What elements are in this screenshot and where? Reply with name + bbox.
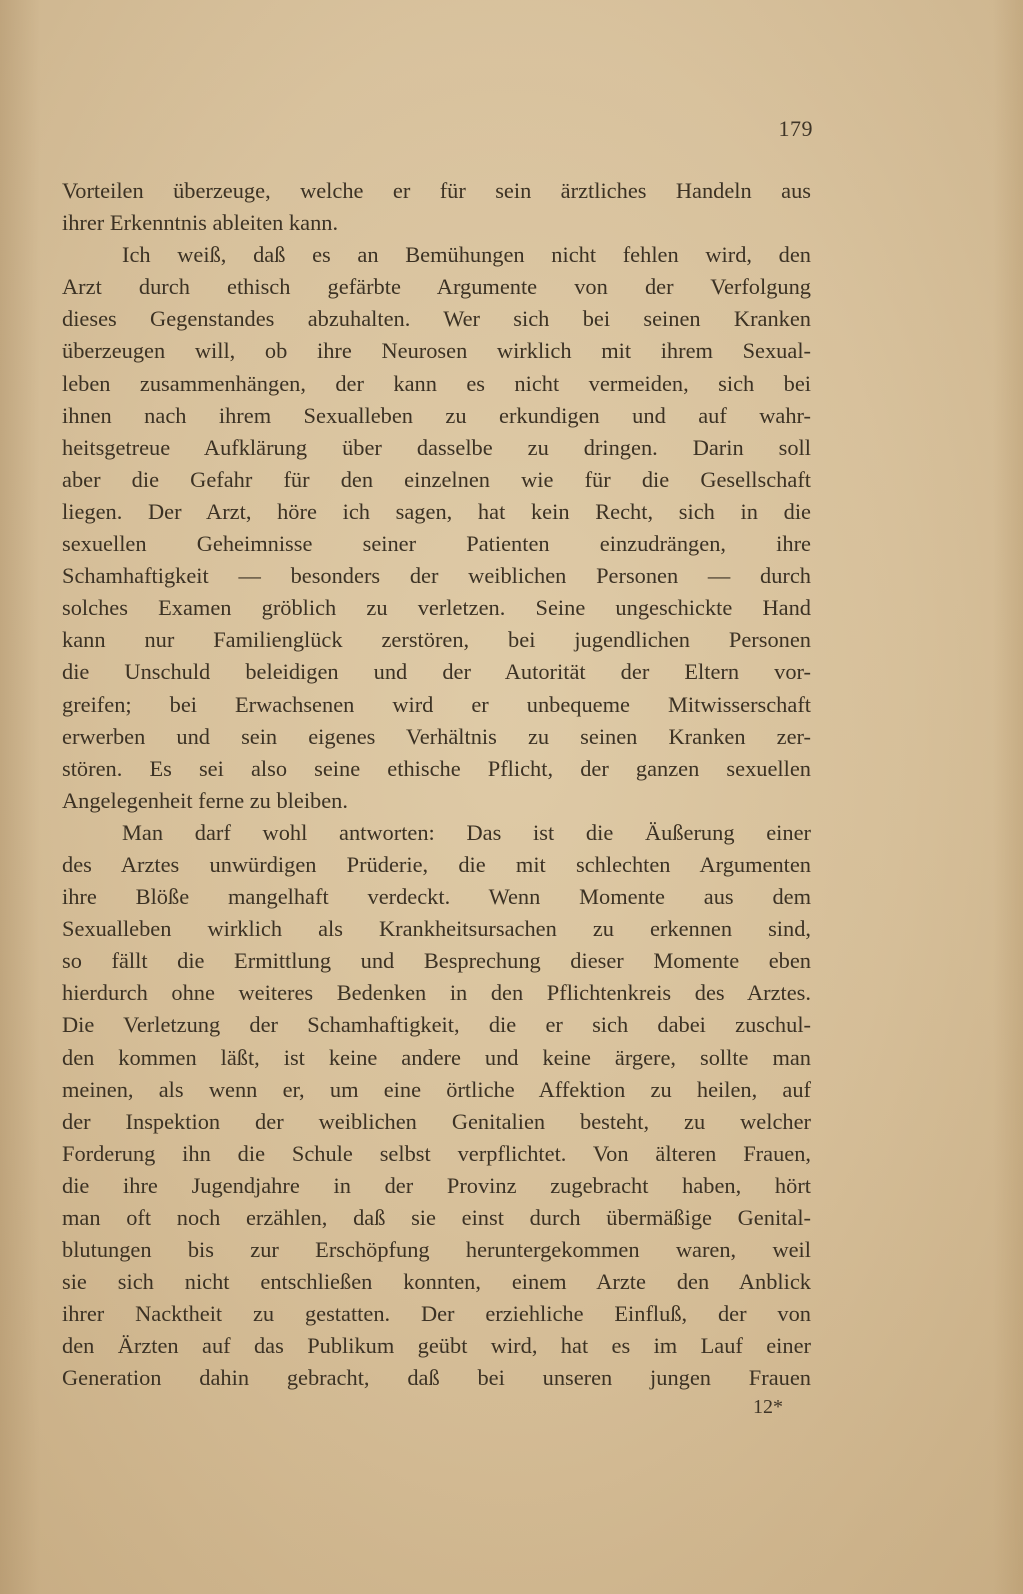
text-line: ihrer Erkenntnis ableiten kann. xyxy=(62,210,339,236)
text-line: so fällt die Ermittlung und Besprechung dieser Momente eben xyxy=(62,948,811,974)
text-line: Die Verletzung der Schamhaftigkeit, die er sich dabei zuschul- xyxy=(62,1012,811,1038)
text-line: Arzt durch ethisch gefärbte Argumente von der Verfolgung xyxy=(62,274,811,300)
text-line: ihre Blöße mangelhaft verdeckt. Wenn Momente aus dem xyxy=(62,884,811,910)
text-line: leben zusammenhängen, der kann es nicht vermeiden, sich bei xyxy=(62,370,811,396)
text-line: hierdurch ohne weiteres Bedenken in den Pflichtenkreis des Arztes. xyxy=(62,980,811,1006)
text-line: ihrer Nacktheit zu gestatten. Der erziehliche Einfluß, der von xyxy=(62,1301,811,1327)
text-line: sexuellen Geheimnisse seiner Patienten einzudrängen, ihre xyxy=(62,531,811,557)
text-line: ihnen nach ihrem Sexualleben zu erkundigen und auf wahr- xyxy=(62,402,811,428)
text-line: kann nur Familienglück zerstören, bei jugendlichen Personen xyxy=(62,627,811,653)
text-line: liegen. Der Arzt, höre ich sagen, hat kein Recht, sich in die xyxy=(62,498,811,524)
text-line: der Inspektion der weiblichen Genitalien besteht, zu welcher xyxy=(62,1108,811,1134)
text-line: solches Examen gröblich zu verletzen. Seine ungeschickte Hand xyxy=(62,595,811,621)
text-line: meinen, als wenn er, um eine örtliche Affektion zu heilen, auf xyxy=(62,1076,811,1102)
text-line: erwerben und sein eigenes Verhältnis zu seinen Kranken zer- xyxy=(62,723,811,749)
text-line: Sexualleben wirklich als Krankheitsursachen zu erkennen sind, xyxy=(62,916,811,942)
text-line: aber die Gefahr für den einzelnen wie für die Gesellschaft xyxy=(62,466,811,492)
text-line: überzeugen will, ob ihre Neurosen wirklich mit ihrem Sexual- xyxy=(62,338,811,364)
text-line: greifen; bei Erwachsenen wird er unbequeme Mitwisserschaft xyxy=(62,691,811,717)
page-number: 179 xyxy=(778,116,813,141)
text-line: die Unschuld beleidigen und der Autorität der Eltern vor- xyxy=(62,659,811,685)
text-line: dieses Gegenstandes abzuhalten. Wer sich bei seinen Kranken xyxy=(62,306,811,332)
text-line: stören. Es sei also seine ethische Pflicht, der ganzen sexuellen xyxy=(62,755,811,781)
text-line: Forderung ihn die Schule selbst verpflichtet. Von älteren Frauen, xyxy=(62,1140,811,1166)
text-line: Man darf wohl antworten: Das ist die Äußerung einer xyxy=(122,819,811,845)
text-line: des Arztes unwürdigen Prüderie, die mit schlechten Argumenten xyxy=(62,851,811,877)
text-line: den Ärzten auf das Publikum geübt wird, hat es im Lauf einer xyxy=(62,1333,811,1359)
text-line: den kommen läßt, ist keine andere und keine ärgere, sollte man xyxy=(62,1044,811,1070)
text-line: Angelegenheit ferne zu bleiben. xyxy=(62,787,348,813)
text-line: Ich weiß, daß es an Bemühungen nicht fehlen wird, den xyxy=(122,242,811,268)
text-line: heitsgetreue Aufklärung über dasselbe zu dringen. Darin soll xyxy=(62,434,811,460)
text-line: sie sich nicht entschließen konnten, einem Arzte den Anblick xyxy=(62,1269,811,1295)
text-line: Vorteilen überzeuge, welche er für sein ärztliches Handeln aus xyxy=(62,178,811,203)
text-line: blutungen bis zur Erschöpfung heruntergekommen waren, weil xyxy=(62,1237,811,1263)
text-line: Generation dahin gebracht, daß bei unseren jungen Frauen xyxy=(62,1365,811,1391)
body-text xyxy=(62,175,811,1395)
text-line: die ihre Jugendjahre in der Provinz zugebracht haben, hört xyxy=(62,1172,811,1198)
text-line: man oft noch erzählen, daß sie einst durch übermäßige Genital- xyxy=(62,1205,811,1230)
signature-mark: 12* xyxy=(753,1396,783,1418)
text-line: Schamhaftigkeit — besonders der weiblichen Personen — durch xyxy=(62,563,811,589)
